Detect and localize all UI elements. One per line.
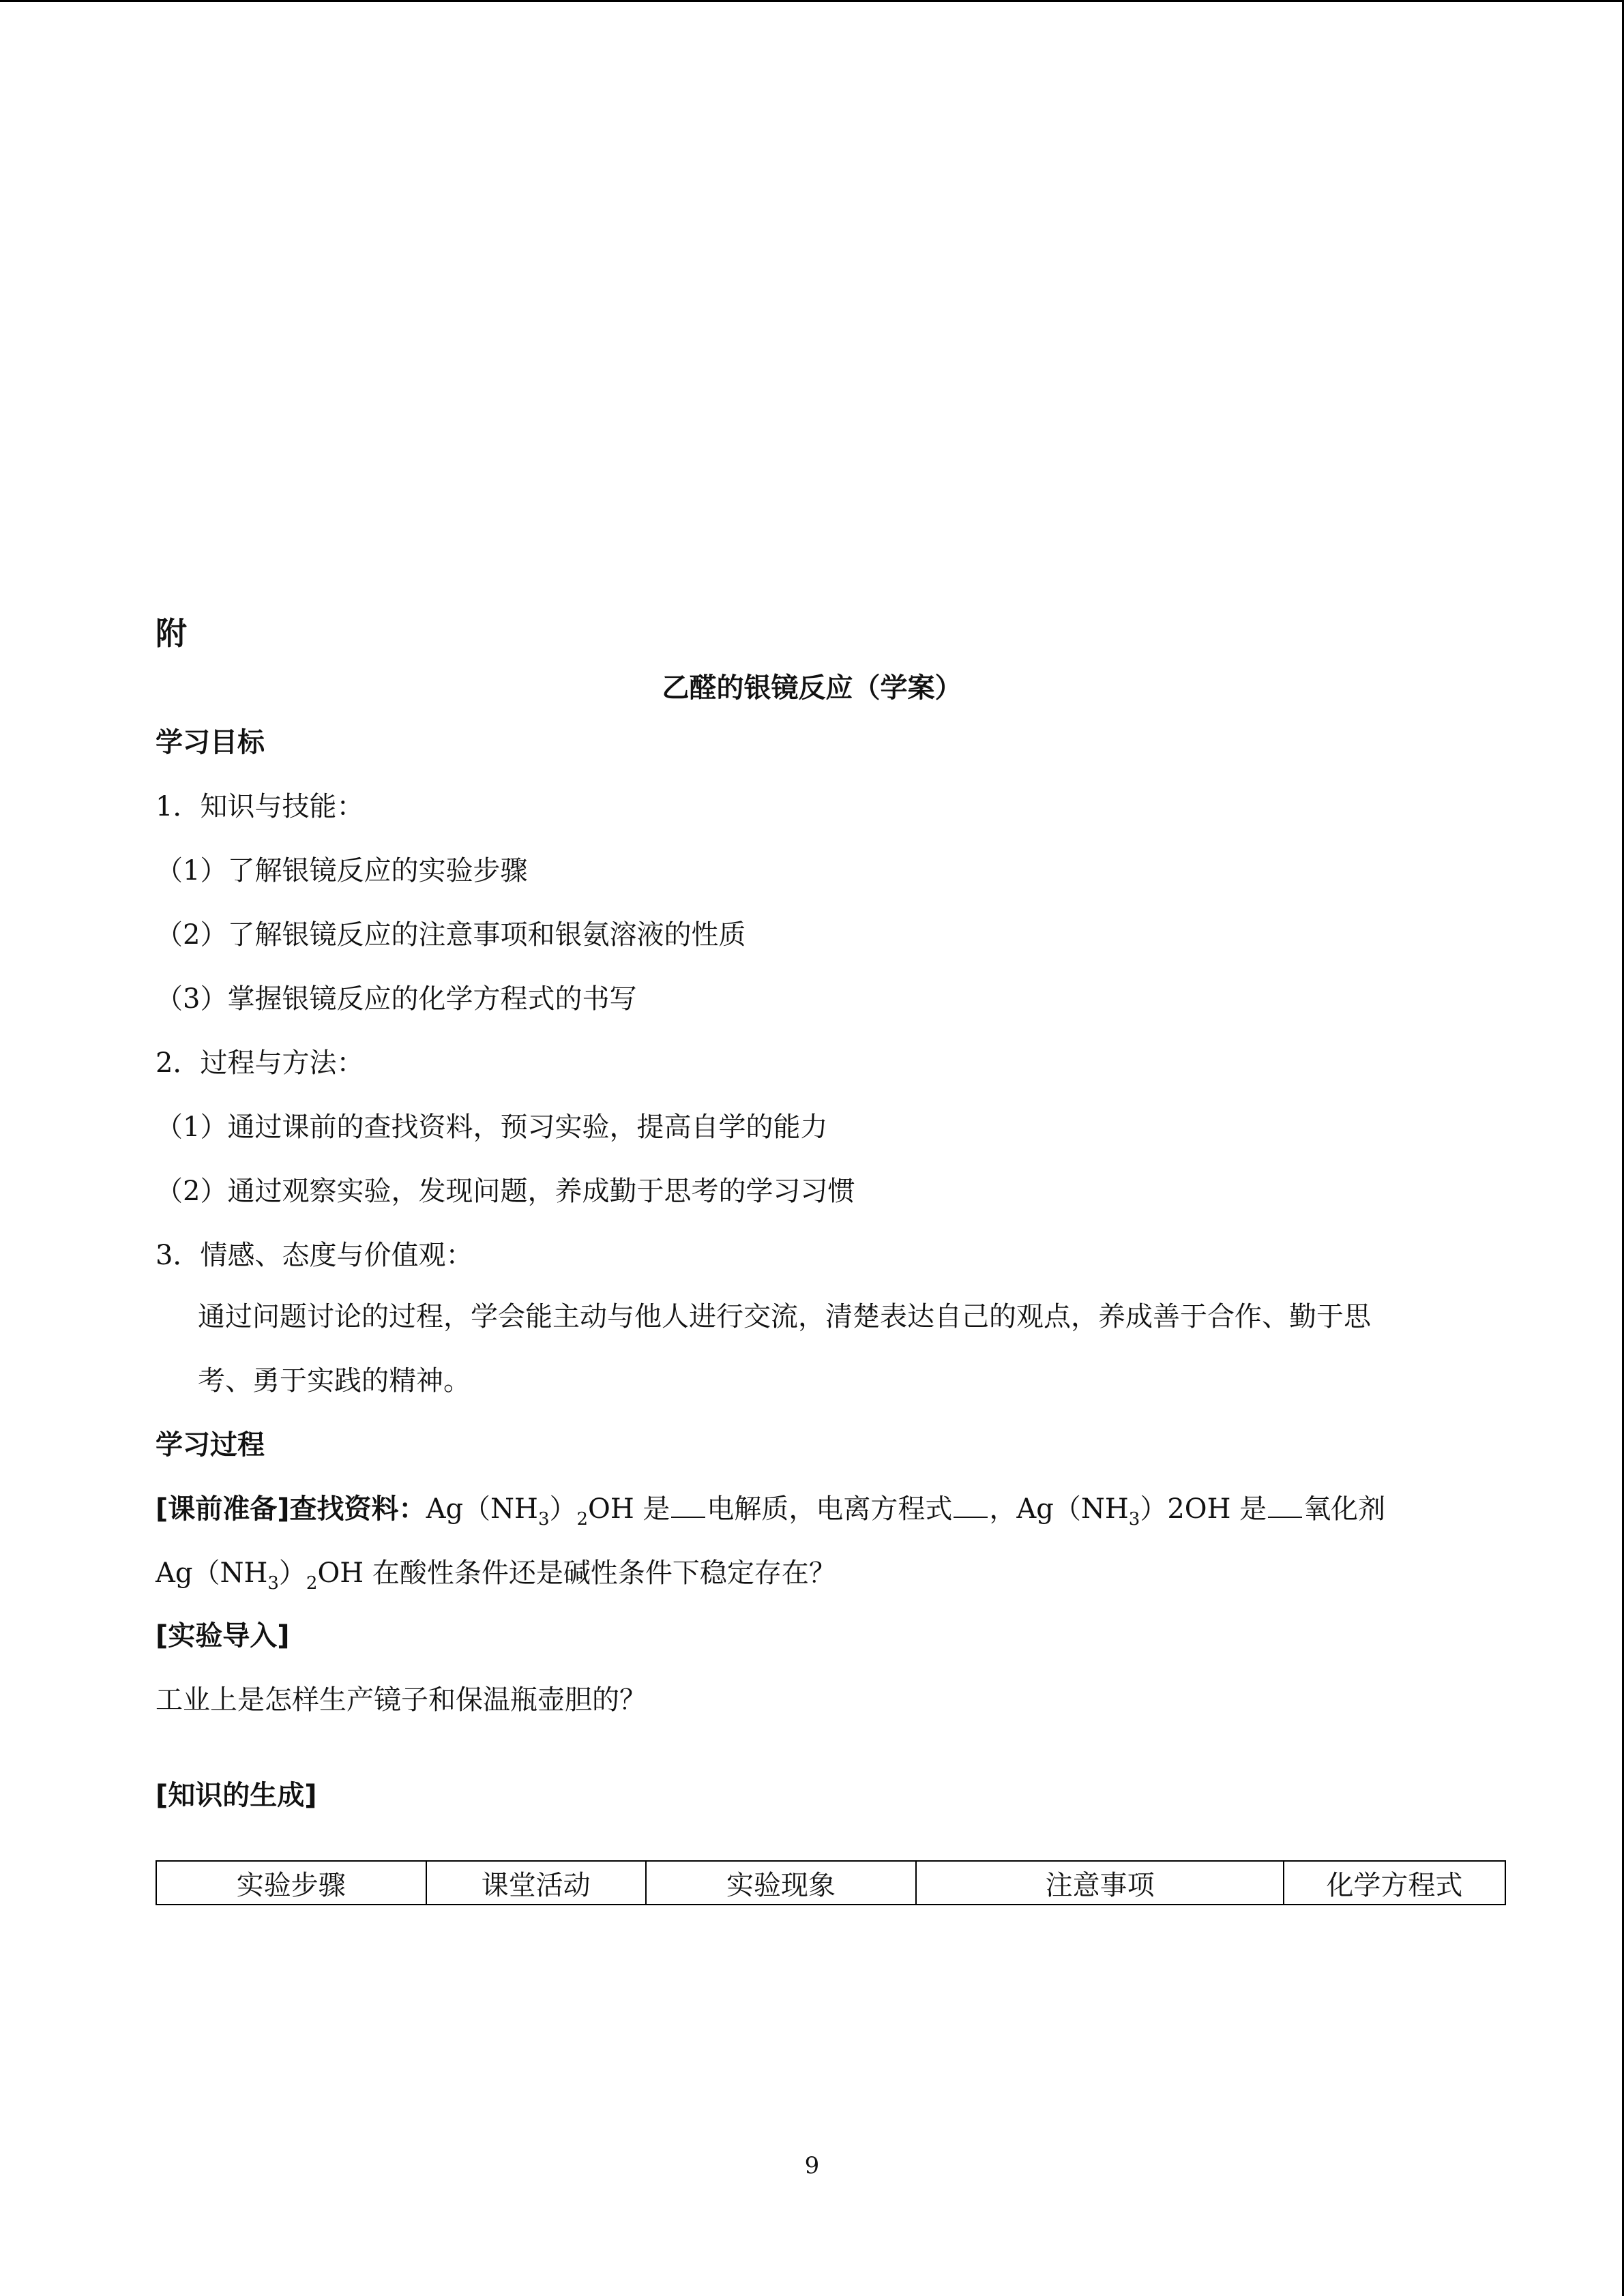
knowledge-item-2: （2）了解银镜反应的注意事项和银氨溶液的性质 [156,919,746,951]
prep-text: 电解质，电离方程式 [707,1493,953,1525]
formula-text: ） [549,1493,577,1525]
intro-heading: [实验导入] [156,1620,290,1652]
knowledge-heading: 1．知识与技能： [156,791,364,822]
table-header-cell: 课堂活动 [426,1861,646,1905]
subscript-3: 3 [537,1509,550,1530]
prep-line [156,1491,1386,1530]
prep-question-line [156,1555,836,1592]
process-method-heading: 2．过程与方法： [156,1047,364,1079]
experiment-table [156,1860,1506,1905]
knowledge-item-3: （3）掌握银镜反应的化学方程式的书写 [156,983,637,1015]
table-header-cell: 实验现象 [646,1861,917,1905]
formula-text: Ag（NH [156,1557,268,1589]
process-method-item-1: （1）通过课前的查找资料，预习实验，提高自学的能力 [156,1112,828,1143]
table-header-cell: 实验步骤 [156,1861,426,1905]
knowledge-generation-heading: [知识的生成] [156,1780,317,1811]
formula-text: ，Ag（NH [989,1493,1129,1525]
prep-text: 氧化剂 [1303,1493,1386,1525]
attitude-text-line-1: 通过问题讨论的过程，学会能主动与他人进行交流，清楚表达自己的观点，养成善于合作、勤于思 [198,1301,1371,1332]
document-title: 乙醛的银镜反应（学案） [662,672,962,704]
formula-text: ）2OH 是 [1140,1493,1267,1525]
fill-blank[interactable] [1268,1493,1302,1518]
prep-question-text: OH 在酸性条件还是碱性条件下稳定存在？ [317,1557,836,1589]
subscript-3: 3 [1128,1509,1140,1530]
process-method-item-2: （2）通过观察实验，发现问题，养成勤于思考的学习习惯 [156,1176,855,1207]
subscript-3: 3 [267,1573,279,1594]
appendix-label: 附 [156,615,187,652]
formula-text: OH 是 [588,1493,670,1525]
attitude-text-line-2: 考、勇于实践的精神。 [198,1365,471,1397]
attitude-heading: 3．情感、态度与价值观： [156,1240,473,1271]
subscript-2: 2 [306,1573,318,1594]
page-number: 9 [804,2152,820,2179]
intro-question: 工业上是怎样生产镜子和保温瓶壶胆的？ [156,1684,647,1716]
knowledge-item-1: （1）了解银镜反应的实验步骤 [156,855,528,886]
subscript-2: 2 [576,1509,589,1530]
process-section-heading: 学习过程 [156,1429,265,1461]
table-header-cell: 注意事项 [916,1861,1284,1905]
table-header-row [156,1861,1505,1905]
objectives-heading: 学习目标 [156,727,265,758]
fill-blank[interactable] [954,1493,988,1518]
formula-text: ） [278,1557,306,1589]
top-border-line [0,0,1624,2]
prep-label: [课前准备]查找资料： [156,1493,426,1525]
table-header-cell: 化学方程式 [1284,1861,1505,1905]
formula-text: Ag（NH [426,1493,538,1525]
fill-blank[interactable] [671,1493,705,1518]
